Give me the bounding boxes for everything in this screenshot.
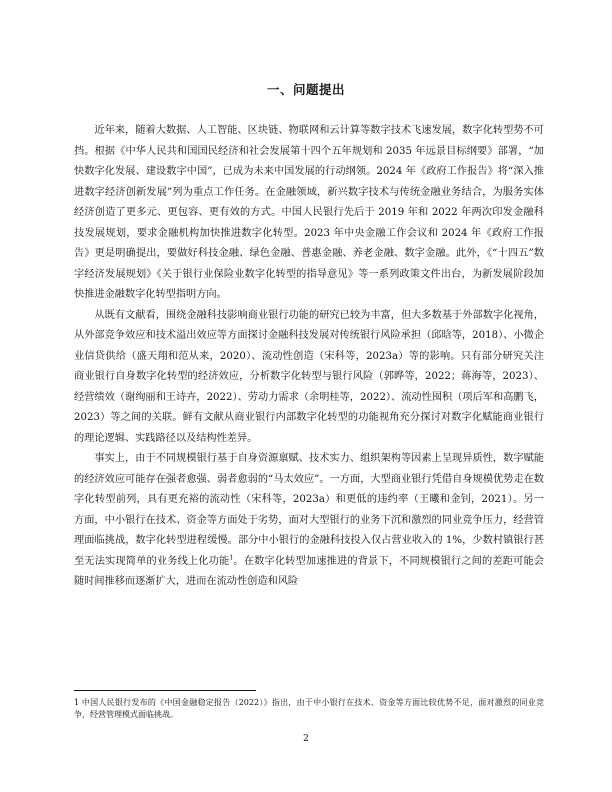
section-heading: 一、问题提出 [266,82,345,97]
paragraph-2: 从既有文献看，围绕金融科技影响商业银行功能的研究已较为丰富，但大多数基于外部数字化视角，从外部竞争效应和技术溢出效应等方面探讨金融科技发展对传统银行风险承担（邱晗等，2018）、小微企业信贷供给（盛天翔和范从来，2020）、流动性创造（宋科等，2023a）等的影响。只有部分研究关注商业银行自身数字化转型的经济效应，分析数字化转型与银行风险（郭晔等，2022；蒋海等，2023）、经营绩效（谢绚丽和王诗卉，2022）、劳动力需求（余明桂等，2022）、流动性囤积（项后军和高鹏飞，2023）等之间的关联。鲜有文献从商业银行内部数字化转型的功能视角充分探讨对数字化赋能商业银行的理论逻辑、实践路径以及结构性差异。 [74,309,544,444]
footnote-separator [74,690,256,691]
footnote: 1 中国人民银行发布的《中国金融稳定报告（2022）》指出，由于中小银行在技术、资金等方面比较优势不足，面对激烈的同业竞争，经营管理模式面临挑战。 [74,698,544,719]
paragraph-1: 近年来，随着大数据、人工智能、区块链、物联网和云计算等数字技术飞速发展，数字化转型势不可挡。根据《中华人民共和国国民经济和社会发展第十四个五年规划和 2035 年远景目标纲要》部署，“加快数字化发展、建设数字中国”，已成为未来中国发展的行动纲领。2024 年《政府工作报告》将“深入推进数字经济创新发展”列为重点工作任务。在金融领域，新兴数字技术与传统金融业务结合，为服务实体经济创造了更多元、更包容、更有效的方式。中国人民银行先后于 2019 年和 2022 年两次印发金融科技发展规划，要求金融机构加快推进数字化转型。2023 年中央金融工作会议和 2024 年《政府工作报告》更是明确提出，要做好科技金融、绿色金融、普惠金融、养老金融、数字金融。此外，《“十四五”数字经济发展规划》《关于银行业保险业数字化转型的指导意见》等一系列政策文件出台，为新发展阶段加快推进金融数字化转型指明方向。 [74,125,544,300]
paragraph-3-text: 事实上，由于不同规模银行基于自身资源禀赋、技术实力、组织架构等因素上呈现异质性，数字赋能的经济效应可能存在强者愈强、弱者愈弱的“马太效应”。一方面，大型商业银行凭借自身规模优势走在数字化转型前列，具有更充裕的流动性（宋科等，2023a）和更低的违约率（王曦和金钊，2021）。另一方面，中小银行在技术、资金等方面处于劣势，面对大型银行的业务下沉和激烈的同业竞争压力，经营管理面临挑战，数字化转型进程缓慢。部分中小银行的金融科技投入仅占营业收入的 1%，少数村镇银行甚至无法实现简单的业务线上化功能 [74,453,544,567]
footnote-reference[interactable]: 1 [229,554,234,562]
body-text [74,121,544,593]
paragraph-3 [74,449,544,593]
paragraph-3-continuation: 。在数字化转型加速推进的背景下，不同规模银行之间的差距可能会随时间推移而逐渐扩大，进而在流动性创造和风险 [74,555,544,587]
page-number: 2 [303,734,309,744]
